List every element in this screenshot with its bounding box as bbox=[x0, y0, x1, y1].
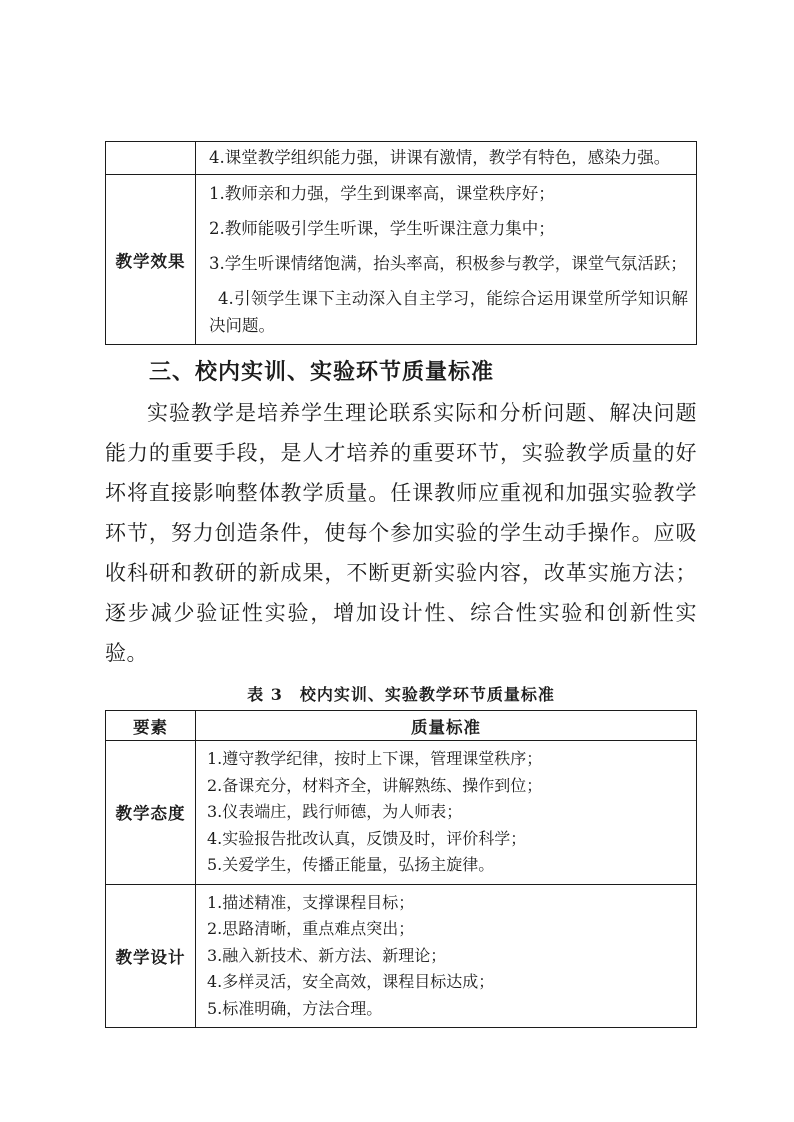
lab-training-quality-table bbox=[105, 710, 697, 1028]
row-content bbox=[196, 142, 697, 175]
criterion-item: 1.教师亲和力强，学生到课率高，课堂秩序好； bbox=[209, 184, 555, 203]
row-content bbox=[196, 884, 697, 1028]
criterion-item: 2.备课充分，材料齐全，讲解熟练、操作到位； bbox=[207, 775, 543, 795]
table-row bbox=[106, 741, 697, 885]
row-label-teaching-effect: 教学效果 bbox=[106, 175, 196, 345]
criterion-item: 5.关爱学生，传播正能量，弘扬主旋律。 bbox=[207, 855, 495, 874]
criterion-item: 1.遵守教学纪律，按时上下课，管理课堂秩序； bbox=[207, 749, 543, 768]
table-row bbox=[106, 142, 697, 175]
body-paragraph: 实验教学是培养学生理论联系实际和分析问题、解决问题能力的重要手段，是人才培养的重要环节，实验教学质量的好坏将直接影响整体教学质量。任课教师应重视和加强实验教学环节，努力创造条件，使每个参加实验的学生动手操作。应吸收科研和教研的新成果，不断更新实验内容，改革实施方法；逐步减少验证性实验，增加设计性、综合性实验和创新性实验。 bbox=[105, 401, 697, 665]
criterion-item: 2.教师能吸引学生听课，学生听课注意力集中； bbox=[209, 219, 555, 238]
criterion-item: 4.多样灵活，安全高效，课程目标达成； bbox=[207, 972, 495, 991]
teaching-effect-table bbox=[105, 141, 697, 345]
table-row bbox=[106, 175, 697, 345]
page-content bbox=[105, 141, 697, 1028]
table-row bbox=[106, 884, 697, 1028]
row-label-teaching-design: 教学设计 bbox=[106, 884, 196, 1028]
criterion-item: 2.思路清晰，重点难点突出； bbox=[207, 919, 415, 938]
criterion-item: 4.课堂教学组织能力强，讲课有激情，教学有特色，感染力强。 bbox=[209, 148, 671, 167]
criterion-item: 1.描述精准，支撑课程目标； bbox=[207, 892, 415, 912]
row-label-teaching-attitude: 教学态度 bbox=[106, 741, 196, 885]
section-heading: 三、校内实训、实验环节质量标准 bbox=[149, 359, 495, 385]
table3-caption: 表 3 校内实训、实验教学环节质量标准 bbox=[247, 685, 555, 704]
criterion-item: 4.引领学生课下主动深入自主学习，能综合运用课堂所学知识解决问题。 bbox=[209, 289, 688, 335]
criterion-item: 5.标准明确，方法合理。 bbox=[207, 998, 383, 1018]
row-label-empty bbox=[106, 142, 196, 175]
criterion-item: 3.融入新技术、新方法、新理论； bbox=[207, 945, 447, 965]
table-header-row bbox=[106, 711, 697, 741]
row-content bbox=[196, 175, 697, 345]
row-content bbox=[196, 741, 697, 885]
header-quality-standard: 质量标准 bbox=[196, 711, 697, 741]
criterion-item: 3.仪表端庄，践行师德，为人师表； bbox=[207, 802, 463, 821]
criterion-item: 3.学生听课情绪饱满，抬头率高，积极参与教学，课堂气氛活跃； bbox=[209, 254, 687, 273]
criterion-item: 4.实验报告批改认真，反馈及时，评价科学； bbox=[207, 828, 527, 848]
header-element: 要素 bbox=[106, 711, 196, 741]
